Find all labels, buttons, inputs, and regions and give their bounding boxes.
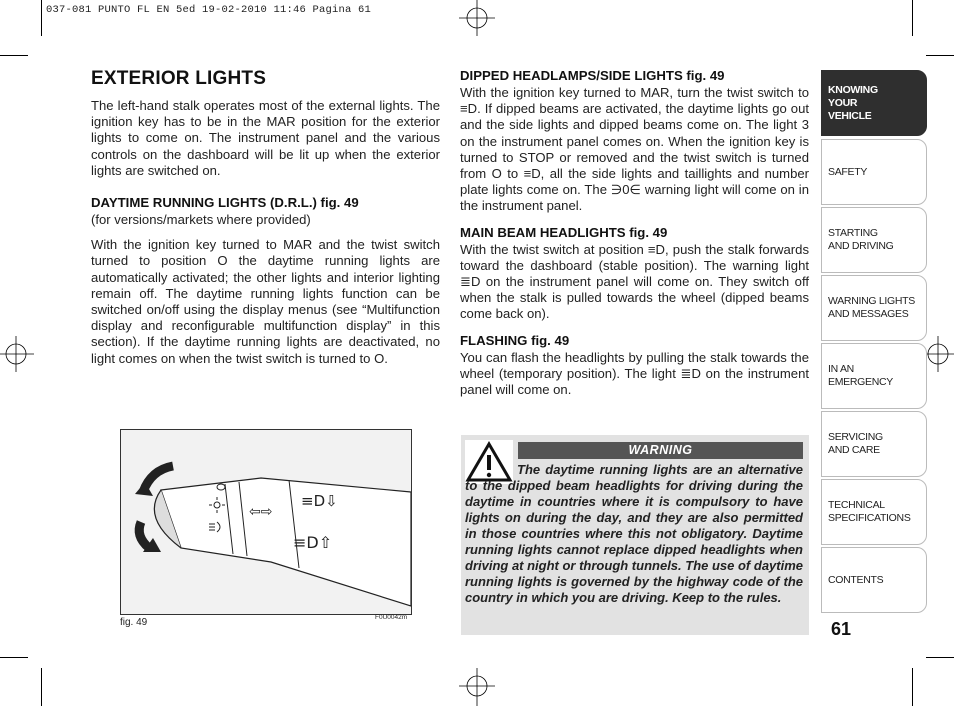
registration-mark-bottom — [455, 666, 499, 706]
chapter-tab-label: IN AN EMERGENCY — [828, 363, 893, 388]
registration-mark-left — [0, 332, 36, 376]
page-number: 61 — [831, 619, 852, 639]
chapter-tab-label: KNOWING YOUR VEHICLE — [828, 83, 878, 122]
chapter-tab-label: STARTING AND DRIVING — [828, 227, 894, 252]
warning-label: WARNING — [518, 442, 803, 459]
section-title: EXTERIOR LIGHTS — [91, 68, 267, 89]
chapter-tab[interactable] — [821, 207, 927, 273]
chapter-tab-label: WARNING LIGHTS AND MESSAGES — [828, 295, 915, 320]
left-column — [91, 68, 440, 367]
svg-text:⇦⇨: ⇦⇨ — [249, 504, 273, 520]
chapter-tab-label: CONTENTS — [828, 573, 884, 586]
drl-paragraph: With the ignition key turned to MAR and the twist switch turned to position O the daytime running lights are automatically activated; the other lights and interior lighting remain off. The daytime running lights function can be switched on/off using the display menus (see “Multifunction display and reconfigurable multifunction display” in this section). If the daytime running lights are deactivated, no light comes on when the twist switch is turned to O. — [91, 237, 440, 366]
main-beam-heading: MAIN BEAM HEADLIGHTS fig. 49 — [460, 224, 668, 240]
chapter-tab-label: SERVICING AND CARE — [828, 431, 883, 456]
figure-49-stalk-illustration — [120, 429, 412, 615]
intro-paragraph: The left-hand stalk operates most of the external lights. The ignition key has to be in the MAR position for the exterior lights to come on. The instrument panel and the various controls on the dashboard will be lit up when the exterior lights are switched on. — [91, 98, 440, 178]
flashing-paragraph: You can flash the headlights by pulling the stalk towards the wheel (temporary position). The light ≣D on the instrument panel will come on. — [460, 349, 809, 398]
svg-text:≡D⇧: ≡D⇧ — [293, 533, 333, 552]
figure-caption: fig. 49 — [120, 617, 148, 628]
chapter-tab[interactable] — [821, 139, 927, 205]
chapter-tab-label: SAFETY — [828, 165, 868, 178]
dipped-paragraph: With the ignition key turned to MAR, turn the twist switch to ≡D. If dipped beams are activated, the daytime lights go out and the side lights and dipped beams come on. The light 3 on the instrument panel comes on. When the ignition key is turned to STOP or removed and the twist switch is turned from O to ≡D, all the side lights and taillights and number plate lights come on. The ∋0∈ warning light will come on in the instrument panel. — [460, 85, 809, 214]
chapter-tab[interactable] — [821, 547, 927, 613]
chapter-tab[interactable] — [821, 411, 927, 477]
figure-code: F0U0042m — [375, 614, 408, 621]
svg-text:≡D⇩: ≡D⇩ — [301, 492, 338, 510]
chapter-tab[interactable] — [821, 343, 927, 409]
chapter-tab[interactable] — [821, 275, 927, 341]
main-beam-paragraph: With the twist switch at position ≡D, push the stalk forwards toward the dashboard (stable position). The warning light ≣D on the instrument panel will come on. They switch off when the stalk is pulled towards the wheel (dipped beams come back on). — [460, 241, 809, 322]
drl-subheading: (for versions/markets where provided) — [91, 212, 311, 228]
dipped-heading: DIPPED HEADLAMPS/SIDE LIGHTS fig. 49 — [460, 68, 725, 83]
drl-heading: DAYTIME RUNNING LIGHTS (D.R.L.) fig. 49 — [91, 195, 359, 211]
warning-text: The daytime running lights are an alternative to the dipped beam headlights for driving during the daytime in countries where it is compulsory to have lights on during the day, and they are also permitted in those countries where this not obligatory. Daytime running lights cannot replace dipped headlights when driving at night or through tunnels. The use of daytime running lights is governed by the highway code of the country in which you are driving. Keep to the rules. — [465, 462, 804, 605]
registration-mark-top — [455, 0, 499, 40]
print-slug: 037-081 PUNTO FL EN 5ed 19-02-2010 11:46 Pagina 61 — [46, 4, 372, 16]
chapter-tab[interactable] — [821, 479, 927, 545]
right-column — [460, 68, 809, 398]
warning-box — [461, 435, 809, 635]
chapter-tab-label: TECHNICAL SPECIFICATIONS — [828, 499, 911, 524]
flashing-heading: FLASHING fig. 49 — [460, 332, 570, 348]
chapter-tab[interactable] — [821, 70, 927, 136]
